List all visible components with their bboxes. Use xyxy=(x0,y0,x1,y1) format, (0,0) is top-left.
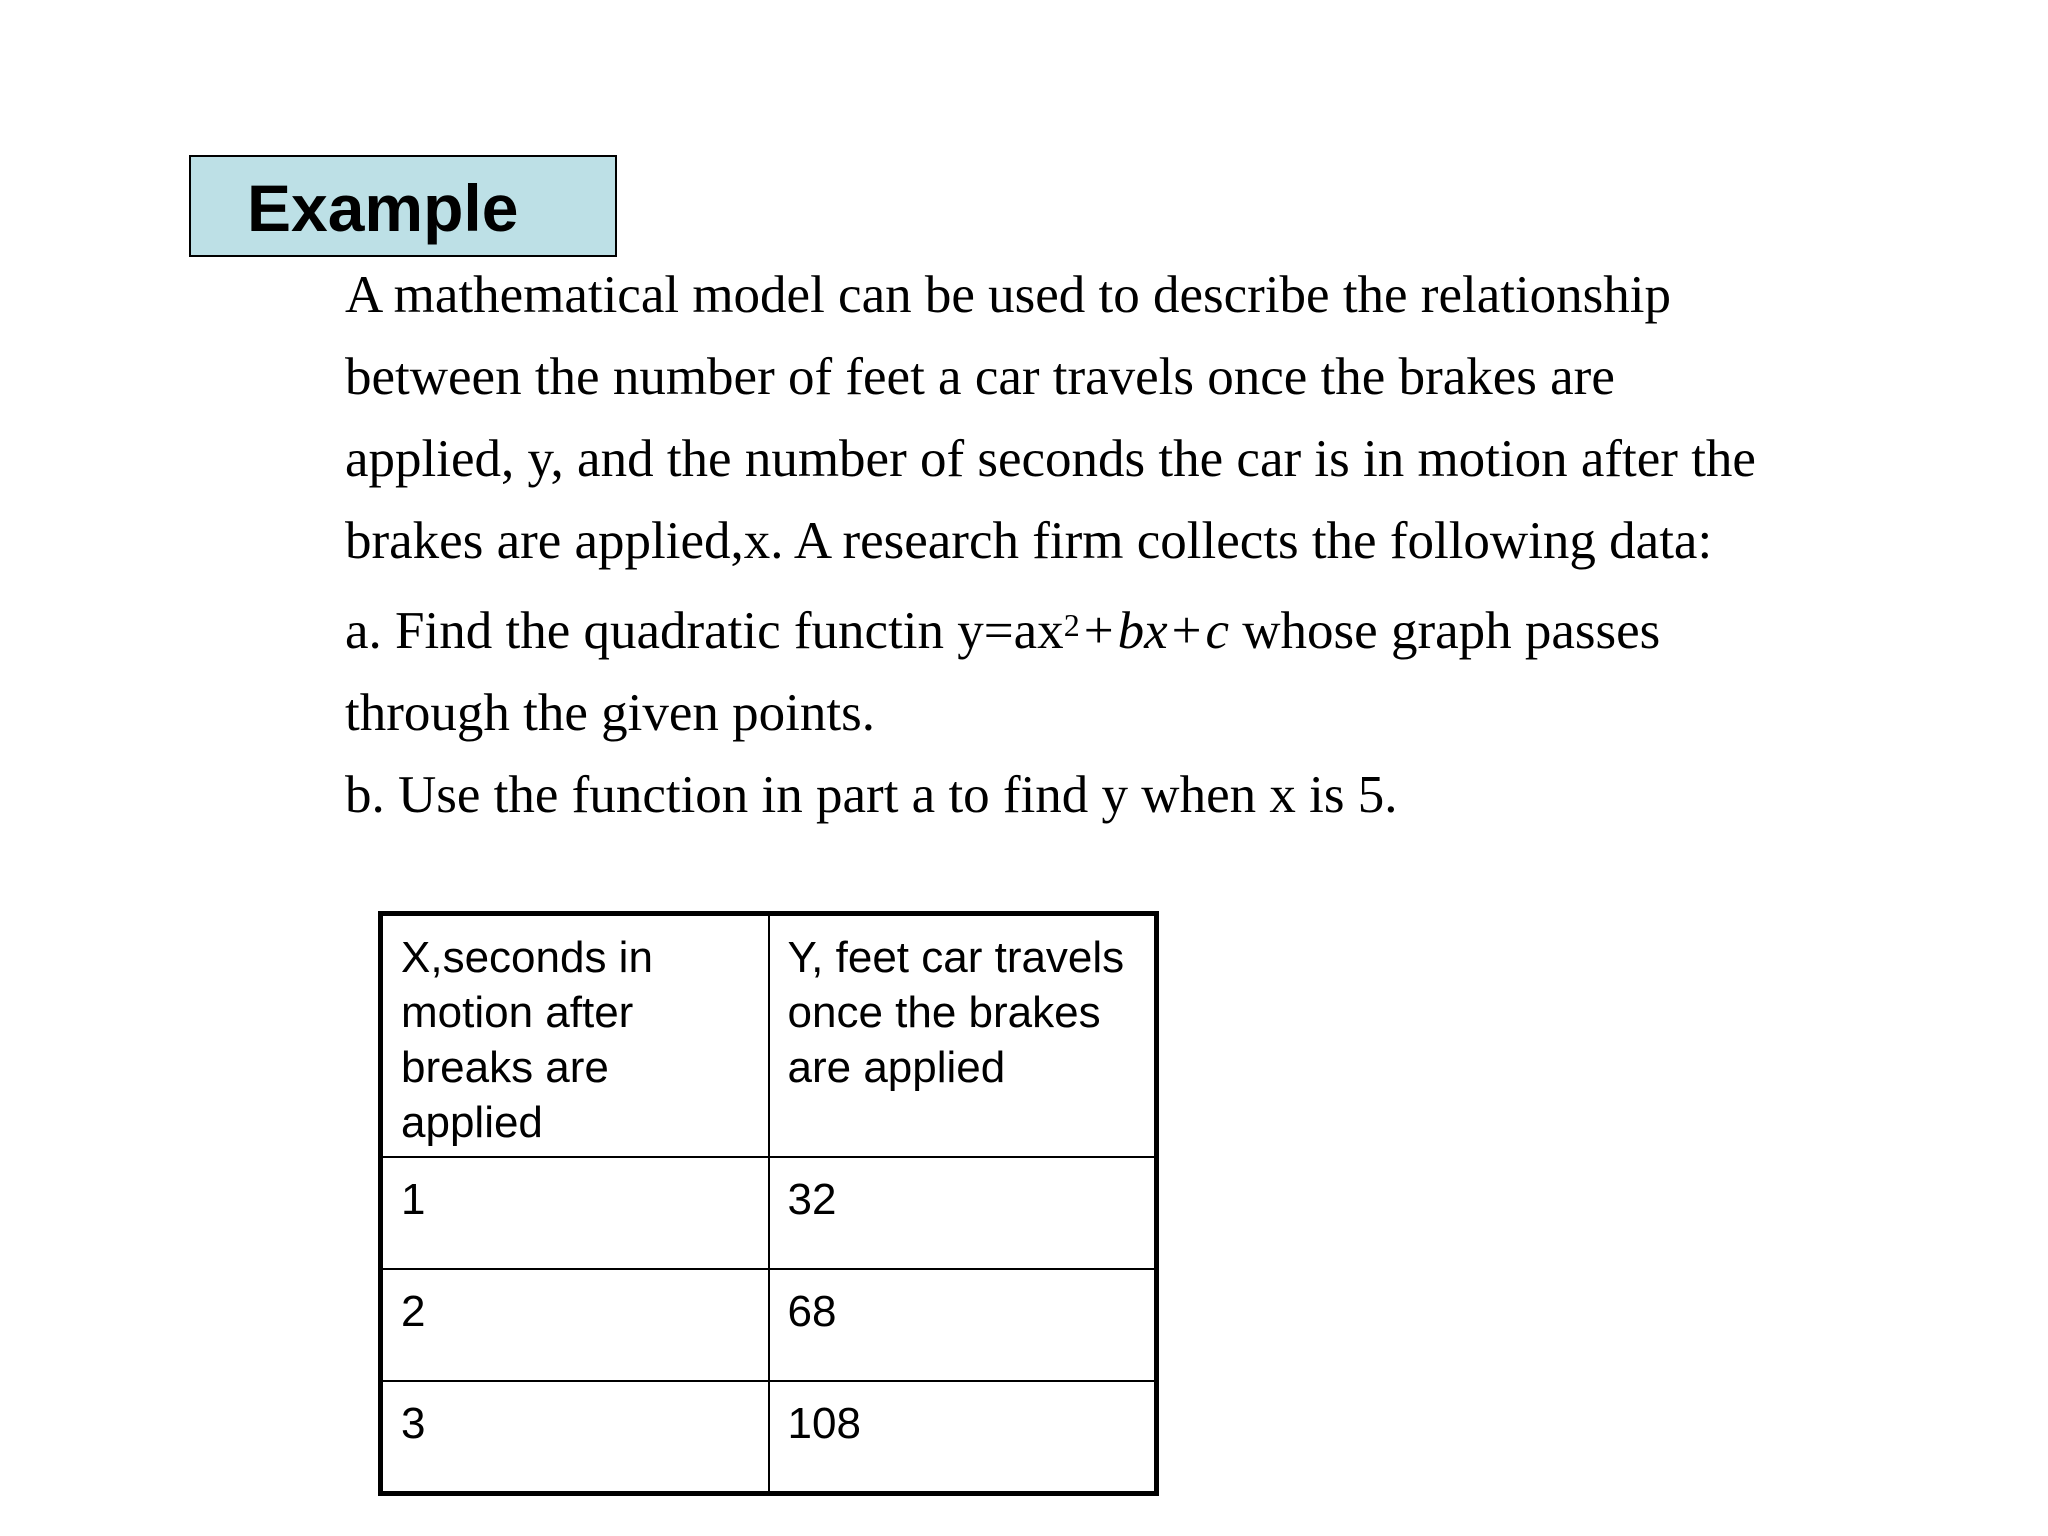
problem-description: A mathematical model can be used to describe the relationship between the number of feet a car travels once the brakes are applied, y, and the number of seconds the car is in motion after the brakes are applied,x. A research firm collects the following data: xyxy=(345,266,1756,570)
cell-y: 68 xyxy=(769,1269,1157,1381)
cell-x: 3 xyxy=(381,1381,769,1493)
quadratic-formula xyxy=(1064,602,1229,660)
slide-title: Example xyxy=(247,171,519,245)
bx-term: bx xyxy=(1117,602,1168,660)
part-b-question: b. Use the function in part a to find y when x is 5. xyxy=(345,766,1398,824)
header-y: Y, feet car travels once the brakes are applied xyxy=(769,914,1157,1158)
plus-sign: + xyxy=(1083,602,1114,660)
table-row xyxy=(381,1381,1157,1493)
table-header-row xyxy=(381,914,1157,1158)
cell-y: 32 xyxy=(769,1157,1157,1269)
c-term: c xyxy=(1205,602,1230,660)
cell-y: 108 xyxy=(769,1381,1157,1493)
part-a-question xyxy=(345,590,1765,754)
problem-text xyxy=(345,254,1765,836)
part-a-suffix: whose graph passes through the given points. xyxy=(345,602,1661,742)
table-row xyxy=(381,1157,1157,1269)
data-table xyxy=(378,911,1159,1496)
header-x: X,seconds in motion after breaks are applied xyxy=(381,914,769,1158)
part-a-prefix: a. Find the quadratic functin y=ax xyxy=(345,602,1064,660)
exponent: 2 xyxy=(1063,607,1080,643)
plus-sign: + xyxy=(1171,602,1202,660)
cell-x: 2 xyxy=(381,1269,769,1381)
title-box xyxy=(189,155,617,257)
table-row xyxy=(381,1269,1157,1381)
cell-x: 1 xyxy=(381,1157,769,1269)
